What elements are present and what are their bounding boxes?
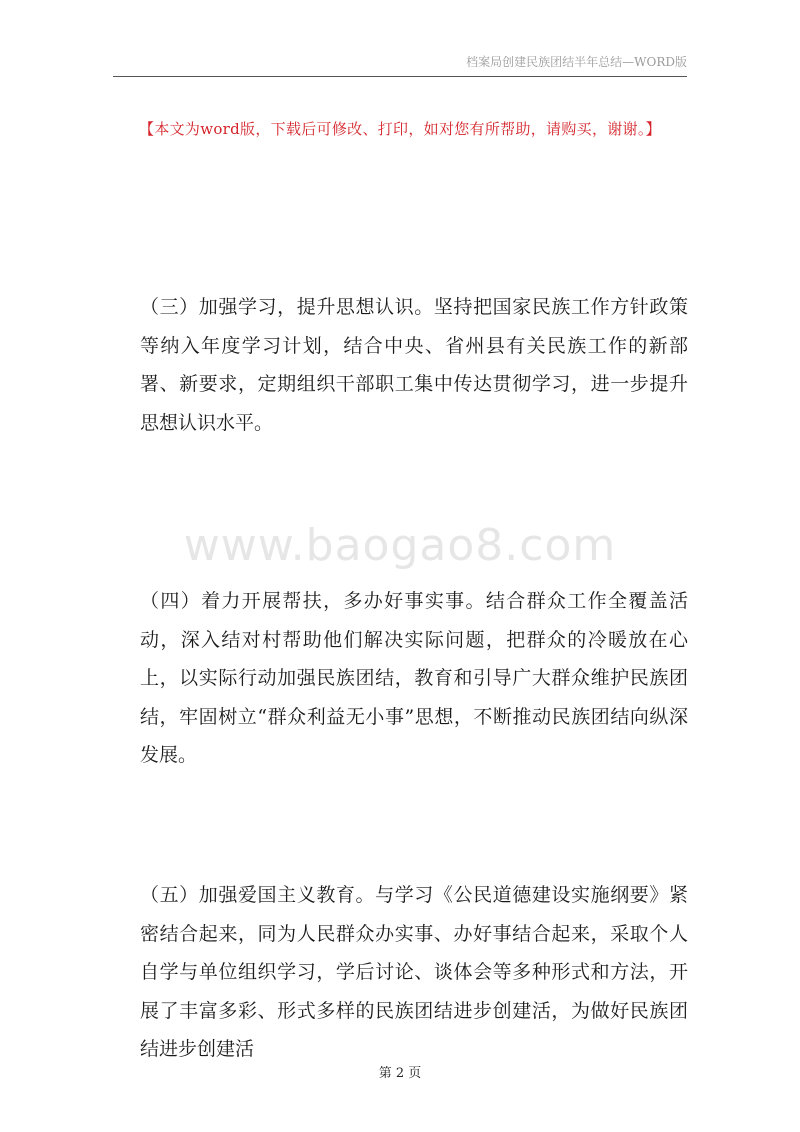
paragraph-section-3: （三）加强学习，提升思想认识。坚持把国家民族工作方针政策等纳入年度学习计划，结合中央、省州县有关民族工作的新部署、新要求，定期组织干部职工集中传达贯彻学习，进一步提升思想认识水平。 (140, 296, 688, 434)
purchase-notice: 【本文为word版，下载后可修改、打印，如对您有所帮助，请购买，谢谢。】 (139, 120, 661, 138)
page-header (113, 52, 687, 77)
paragraph-section-4: （四）着力开展帮扶，多办好事实事。结合群众工作全覆盖活动，深入结对村帮助他们解决实际问题，把群众的冷暖放在心上，以实际行动加强民族团结，教育和引导广大群众维护民族团结，牢固树立“群众利益无小事”思想，不断推动民族团结向纵深发展。 (140, 590, 688, 766)
paragraph-section-5: （五）加强爱国主义教育。与学习《公民道德建设实施纲要》紧密结合起来，同为人民群众办实事、办好事结合起来，采取个人自学与单位组织学习，学后讨论、谈体会等多种形式和方法，开展了丰富多彩、形式多样的民族团结进步创建活，为做好民族团结进步创建活 (140, 884, 688, 1060)
page-number: 第 2 页 (378, 1066, 422, 1081)
header-title: 档案局创建民族团结半年总结—WORD版 (466, 55, 687, 69)
watermark: www.baogao8.com (183, 520, 617, 571)
